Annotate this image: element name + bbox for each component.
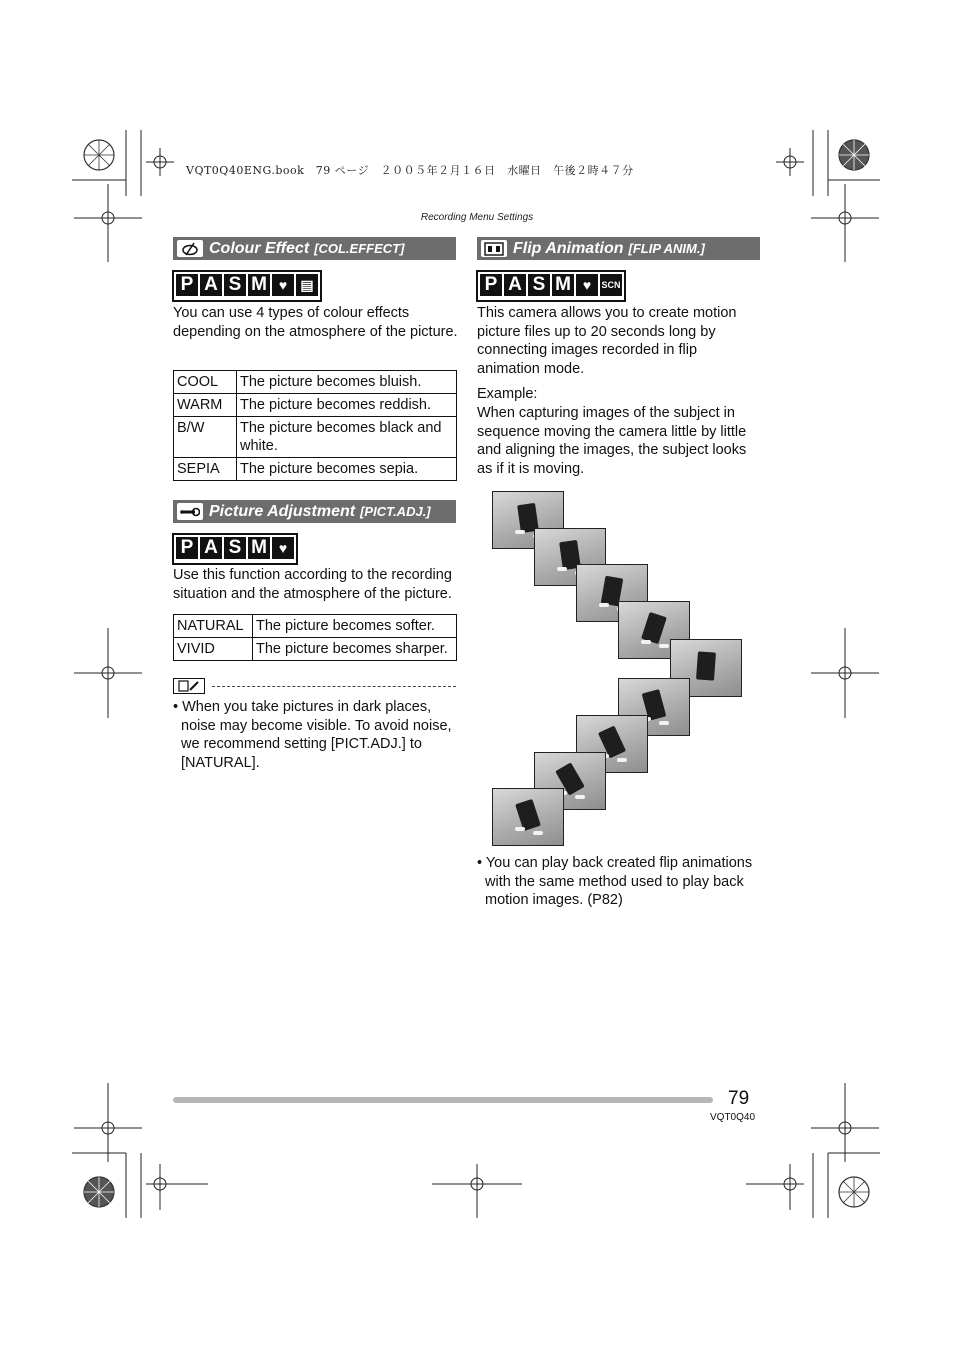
picture-adjustment-table (173, 614, 457, 661)
note-text: When you take pictures in dark places, noise may become visible. To avoid noise, we recommend setting [PICT.ADJ.] to [NATURAL]. (181, 699, 452, 771)
mode-scene-icon: SCN (600, 274, 622, 296)
print-header: VQT0Q40ENG.book 79 ページ ２００５年２月１６日 水曜日 午後２時４７分 (186, 164, 634, 177)
mode-s-icon: S (224, 537, 246, 559)
colour-effect-table (173, 370, 457, 481)
document-code: VQT0Q40 (710, 1112, 756, 1123)
mode-a-icon: A (200, 537, 222, 559)
flip-animation-mode-icons (476, 270, 626, 302)
option-description: The picture becomes reddish. (237, 394, 457, 417)
mode-a-icon: A (504, 274, 526, 296)
example-photo-9 (492, 788, 564, 846)
mode-macro-icon: ♥ (272, 537, 294, 559)
table-row (174, 615, 457, 638)
flip-animation-example-photos (490, 490, 750, 850)
flip-animation-heading (477, 237, 760, 260)
flip-note-text: You can play back created flip animations with the same method used to play back motion images. (P82) (485, 855, 753, 908)
mode-m-icon: M (248, 537, 270, 559)
option-name: COOL (174, 371, 237, 394)
page-number: 79 (728, 1088, 750, 1109)
option-description: The picture becomes softer. (253, 615, 457, 638)
mode-a-icon: A (200, 274, 222, 296)
mode-p-icon: P (480, 274, 502, 296)
example-text: When capturing images of the subject in sequence moving the camera little by little and aligning the images, the subject looks as if it is moving. (477, 405, 747, 477)
table-row (174, 394, 457, 417)
option-description: The picture becomes sepia. (237, 458, 457, 481)
mode-macro-icon: ♥ (576, 274, 598, 296)
colour-effect-heading (173, 237, 456, 260)
section-title: Picture Adjustment (209, 502, 356, 520)
table-row (174, 371, 457, 394)
footer-rule (173, 1097, 713, 1103)
mode-s-icon: S (528, 274, 550, 296)
section-title: Colour Effect (209, 239, 310, 257)
picture-adjustment-intro: Use this function according to the recording situation and the atmosphere of the picture. (173, 567, 452, 602)
table-row (174, 638, 457, 661)
mode-macro-icon: ♥ (272, 274, 294, 296)
section-code: [COL.EFFECT] (314, 241, 405, 256)
option-description: The picture becomes sharper. (253, 638, 457, 661)
mode-motion-picture-icon: ▤ (296, 274, 318, 296)
table-row (174, 458, 457, 481)
option-name: SEPIA (174, 458, 237, 481)
note-icon (173, 678, 205, 694)
flip-animation-intro: This camera allows you to create motion picture files up to 20 seconds long by connecting images recorded in flip animation mode. (477, 305, 737, 377)
flip-animation-icon (481, 240, 507, 257)
note-list-item: • When you take pictures in dark places, noise may become visible. To avoid noise, we recommend setting [PICT.ADJ.] to [NATURAL]. (173, 699, 452, 771)
flip-note-list-item: • You can play back created flip animations with the same method used to play back motion images. (P82) (477, 855, 753, 908)
table-row (174, 417, 457, 458)
section-code: [PICT.ADJ.] (360, 504, 431, 519)
colour-effect-icon (177, 240, 203, 257)
picture-adjustment-mode-icons (172, 533, 298, 565)
colour-effect-mode-icons (172, 270, 322, 302)
example-label: Example: (477, 386, 538, 402)
option-description: The picture becomes bluish. (237, 371, 457, 394)
mode-m-icon: M (552, 274, 574, 296)
option-description: The picture becomes black and white. (237, 417, 457, 458)
mode-p-icon: P (176, 537, 198, 559)
note-divider (212, 686, 456, 687)
option-name: WARM (174, 394, 237, 417)
colour-effect-intro: You can use 4 types of colour effects depending on the atmosphere of the picture. (173, 305, 458, 340)
mode-p-icon: P (176, 274, 198, 296)
option-name: NATURAL (174, 615, 253, 638)
picture-adjustment-icon (177, 503, 203, 520)
mode-s-icon: S (224, 274, 246, 296)
section-title: Flip Animation (513, 239, 624, 257)
section-code: [FLIP ANIM.] (628, 241, 705, 256)
option-name: VIVID (174, 638, 253, 661)
mode-m-icon: M (248, 274, 270, 296)
picture-adjustment-heading (173, 500, 456, 523)
running-head: Recording Menu Settings (420, 212, 534, 223)
option-name: B/W (174, 417, 237, 458)
